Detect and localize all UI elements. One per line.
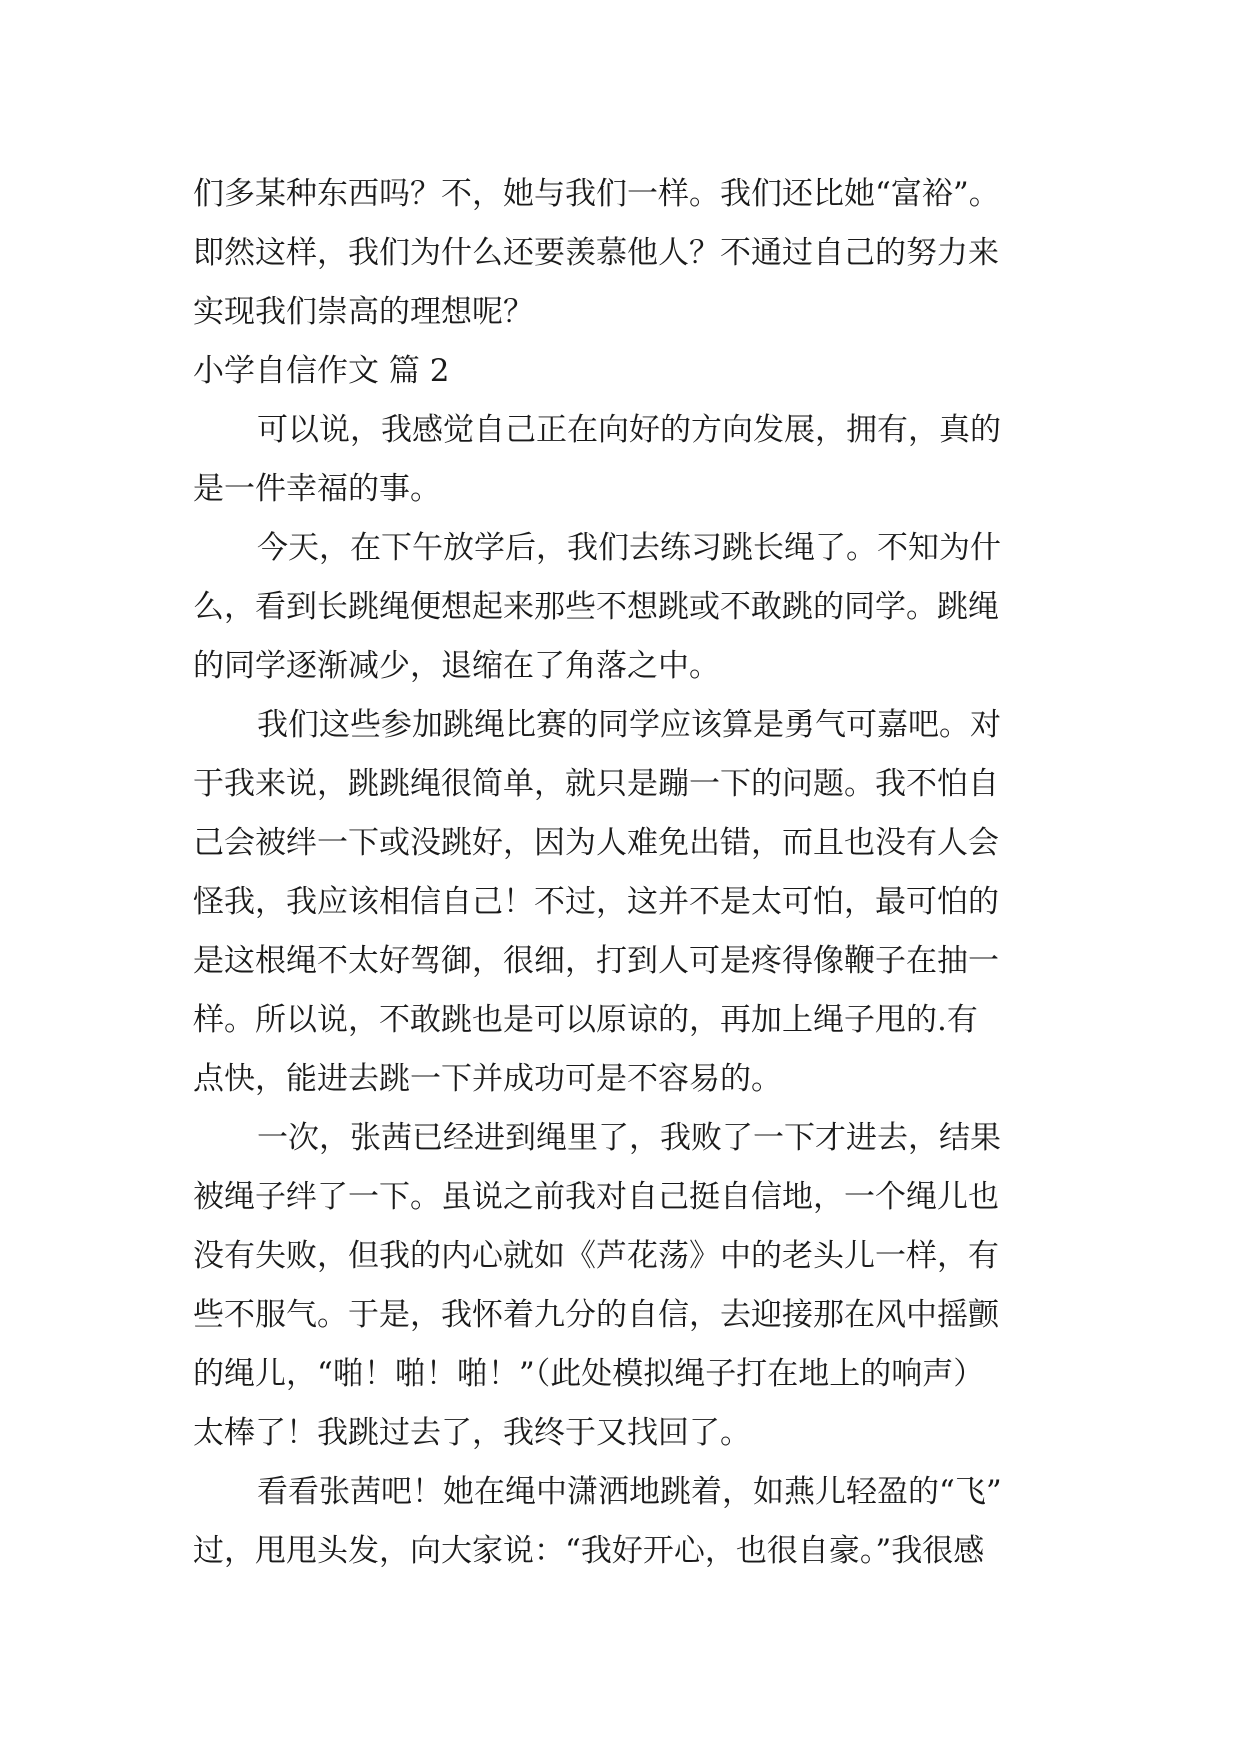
text-line-1: 们多某种东西吗？不，她与我们一样。我们还比她“富裕”。 — [193, 176, 1000, 212]
text-line-3: 实现我们崇高的理想呢？ — [193, 294, 534, 330]
text-line-9: 的同学逐渐减少，退缩在了角落之中。 — [193, 648, 720, 684]
text-line-12: 己会被绊一下或没跳好，因为人难免出错，而且也没有人会 — [193, 825, 999, 861]
text-line-19: 没有失败，但我的内心就如《芦花荡》中的老头儿一样，有 — [193, 1238, 999, 1274]
text-line-16: 点快，能进去跳一下并成功可是不容易的。 — [193, 1061, 782, 1097]
text-line-21: 的绳儿，“啪！啪！啪！”（此处模拟绳子打在地上的响声） — [193, 1356, 985, 1392]
text-line-23: 看看张茜吧！她在绳中潇洒地跳着，如燕儿轻盈的“飞” — [257, 1474, 1002, 1510]
text-line-22: 太棒了！我跳过去了，我终于又找回了。 — [193, 1415, 751, 1451]
text-line-6: 是一件幸福的事。 — [193, 471, 441, 507]
text-line-20: 些不服气。于是，我怀着九分的自信，去迎接那在风中摇颤 — [193, 1297, 999, 1333]
text-line-15: 样。所以说，不敢跳也是可以原谅的，再加上绳子甩的.有 — [193, 1002, 978, 1038]
text-line-5: 可以说，我感觉自己正在向好的方向发展，拥有，真的 — [257, 412, 1001, 448]
text-line-7: 今天，在下午放学后，我们去练习跳长绳了。不知为什 — [257, 530, 1001, 566]
text-line-11: 于我来说，跳跳绳很简单，就只是蹦一下的问题。我不怕自 — [193, 766, 999, 802]
section-heading: 小学自信作文 篇 2 — [193, 353, 450, 389]
text-line-10: 我们这些参加跳绳比赛的同学应该算是勇气可嘉吧。对 — [257, 707, 1001, 743]
text-line-24: 过，甩甩头发，向大家说：“我好开心，也很自豪。”我很感 — [193, 1533, 985, 1569]
text-line-2: 即然这样，我们为什么还要羡慕他人？不通过自己的努力来 — [193, 235, 999, 271]
text-line-8: 么，看到长跳绳便想起来那些不想跳或不敢跳的同学。跳绳 — [193, 589, 999, 625]
essay-body — [193, 165, 1063, 1581]
text-line-14: 是这根绳不太好驾御，很细，打到人可是疼得像鞭子在抽一 — [193, 943, 999, 979]
text-line-18: 被绳子绊了一下。虽说之前我对自己挺自信地，一个绳儿也 — [193, 1179, 999, 1215]
text-line-13: 怪我，我应该相信自己！不过，这并不是太可怕，最可怕的 — [193, 884, 999, 920]
text-line-17: 一次，张茜已经进到绳里了，我败了一下才进去，结果 — [257, 1120, 1001, 1156]
